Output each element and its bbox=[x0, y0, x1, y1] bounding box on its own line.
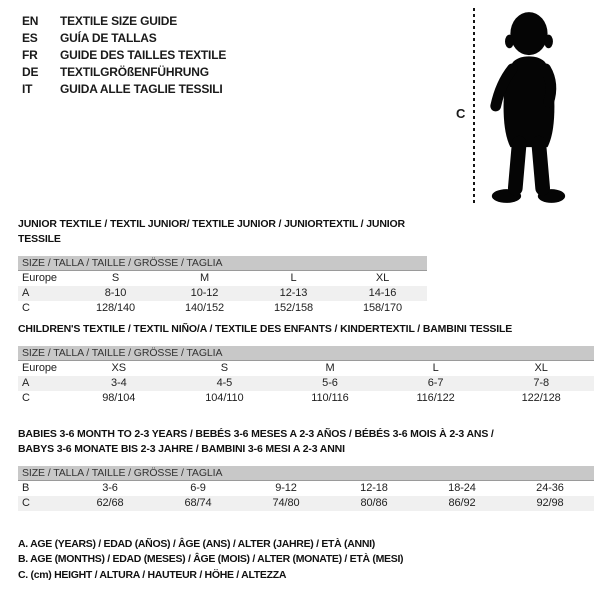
language-label: TEXTILGRÖßENFÜHRUNG bbox=[60, 65, 209, 79]
row-label: A bbox=[22, 287, 30, 299]
row-value: 80/86 bbox=[360, 497, 388, 509]
row-value: 152/158 bbox=[273, 302, 314, 314]
legend-line-c: C. (cm) HEIGHT / ALTURA / HAUTEUR / HÖHE / ALTEZZA bbox=[18, 568, 287, 581]
language-label: GUÍA DE TALLAS bbox=[60, 31, 157, 45]
language-label: GUIDA ALLE TAGLIE TESSILI bbox=[60, 82, 223, 96]
row-value: 128/140 bbox=[95, 302, 136, 314]
table-size-header-bar: SIZE / TALLA / TAILLE / GRÖSSE / TAGLIA bbox=[18, 466, 594, 481]
row-value: 10-12 bbox=[190, 287, 219, 299]
row-label: Europe bbox=[22, 362, 57, 374]
row-value: 7-8 bbox=[533, 377, 549, 389]
size-table-junior bbox=[18, 217, 427, 316]
legend-line-b: B. AGE (MONTHS) / EDAD (MESES) / ÂGE (MOIS) / ALTER (MONATE) / ETÀ (MESI) bbox=[18, 553, 404, 566]
row-value: 74/80 bbox=[272, 497, 300, 509]
row-value: 3-6 bbox=[102, 482, 118, 494]
table-title-line: BABYS 3-6 MONATE BIS 2-3 JAHRE / BAMBINI 3-6 MESI A 2-3 ANNI bbox=[18, 443, 345, 455]
language-code: EN bbox=[22, 14, 39, 28]
row-value: 18-24 bbox=[448, 482, 476, 494]
row-value: 158/170 bbox=[362, 302, 403, 314]
row-value: 6-9 bbox=[190, 482, 206, 494]
table-title-line: CHILDREN'S TEXTILE / TEXTIL NIÑO/A / TEXTILE DES ENFANTS / KINDERTEXTIL / BAMBINI TESSILE bbox=[18, 323, 513, 335]
language-row-fr bbox=[22, 47, 226, 64]
table-row-c bbox=[18, 391, 594, 406]
table-row-europe bbox=[18, 361, 594, 376]
row-label: C bbox=[22, 497, 30, 509]
row-value: 104/110 bbox=[205, 392, 244, 404]
row-value: XS bbox=[111, 362, 127, 374]
table-title-line: BABIES 3-6 MONTH TO 2-3 YEARS / BEBÉS 3-6 MESES A 2-3 AÑOS / BÉBÉS 3-6 MOIS À 2-3 ANS / bbox=[18, 428, 494, 440]
row-value: L bbox=[432, 362, 439, 374]
row-value: 116/122 bbox=[416, 392, 455, 404]
row-value: 5-6 bbox=[322, 377, 338, 389]
table-size-header-bar: SIZE / TALLA / TAILLE / GRÖSSE / TAGLIA bbox=[18, 346, 594, 361]
language-list bbox=[22, 13, 226, 98]
row-value: 14-16 bbox=[368, 287, 397, 299]
language-code: ES bbox=[22, 31, 38, 45]
silhouette-arm-right bbox=[546, 69, 551, 102]
table-row-c bbox=[18, 301, 427, 316]
row-value: 140/152 bbox=[184, 302, 225, 314]
language-row-es bbox=[22, 30, 226, 47]
row-value: 110/116 bbox=[311, 392, 349, 404]
table-row-europe bbox=[18, 271, 427, 286]
row-value: 3-4 bbox=[110, 377, 127, 389]
table-row-a bbox=[18, 286, 427, 301]
row-value: S bbox=[220, 362, 229, 374]
row-value: S bbox=[111, 272, 120, 284]
row-label: C bbox=[22, 302, 30, 314]
language-row-en bbox=[22, 13, 226, 30]
row-value: 68/74 bbox=[184, 497, 212, 509]
silhouette-head bbox=[510, 12, 547, 55]
table-row-c bbox=[18, 496, 594, 511]
row-label: Europe bbox=[22, 272, 57, 284]
height-measure-label: C bbox=[456, 106, 466, 121]
language-code: DE bbox=[22, 65, 39, 79]
table-title bbox=[18, 427, 594, 457]
legend-line-a: A. AGE (YEARS) / EDAD (AÑOS) / ÂGE (ANS) / ALTER (JAHRE) / ETÀ (ANNI) bbox=[18, 538, 375, 550]
table-title bbox=[18, 322, 594, 337]
row-value: L bbox=[290, 272, 297, 284]
row-value: XL bbox=[375, 272, 390, 284]
silhouette-ear-right bbox=[544, 35, 553, 49]
row-label: C bbox=[22, 392, 30, 404]
row-value: 24-36 bbox=[536, 482, 564, 494]
language-label: GUIDE DES TAILLES TEXTILE bbox=[60, 48, 227, 62]
table-size-header-bar: SIZE / TALLA / TAILLE / GRÖSSE / TAGLIA bbox=[18, 256, 427, 271]
table-row-a bbox=[18, 376, 594, 391]
table-title bbox=[18, 217, 427, 247]
row-value: 12-13 bbox=[279, 287, 308, 299]
row-label: B bbox=[22, 482, 30, 494]
language-row-it bbox=[22, 81, 226, 98]
row-value: XL bbox=[534, 362, 548, 374]
silhouette-ear-left bbox=[505, 35, 514, 49]
legend bbox=[18, 537, 403, 583]
row-value: 4-5 bbox=[216, 377, 233, 389]
toddler-silhouette-image bbox=[483, 7, 573, 207]
row-value: 62/68 bbox=[96, 497, 124, 509]
row-value: M bbox=[325, 362, 335, 374]
language-code: FR bbox=[22, 48, 38, 62]
row-value: 98/104 bbox=[102, 392, 136, 404]
row-label: A bbox=[22, 377, 30, 389]
row-value: 12-18 bbox=[360, 482, 388, 494]
row-value: 122/128 bbox=[521, 392, 561, 404]
row-value: 6-7 bbox=[427, 377, 444, 389]
height-measure-dashed-line bbox=[473, 8, 475, 206]
size-table-children bbox=[18, 322, 594, 406]
language-row-de bbox=[22, 64, 226, 81]
table-title-line: JUNIOR TEXTILE / TEXTIL JUNIOR/ TEXTILE JUNIOR / JUNIORTEXTIL / JUNIOR TESSILE bbox=[18, 218, 405, 245]
silhouette-leg-right bbox=[539, 143, 543, 188]
table-row-b bbox=[18, 481, 594, 496]
language-code: IT bbox=[22, 82, 33, 96]
silhouette-leg-left bbox=[515, 143, 519, 188]
row-value: 92/98 bbox=[536, 497, 564, 509]
language-label: TEXTILE SIZE GUIDE bbox=[60, 14, 178, 28]
size-table-babies bbox=[18, 427, 594, 511]
row-value: 8-10 bbox=[104, 287, 127, 299]
row-value: 9-12 bbox=[275, 482, 297, 494]
row-value: M bbox=[199, 272, 210, 284]
row-value: 86/92 bbox=[448, 497, 476, 509]
